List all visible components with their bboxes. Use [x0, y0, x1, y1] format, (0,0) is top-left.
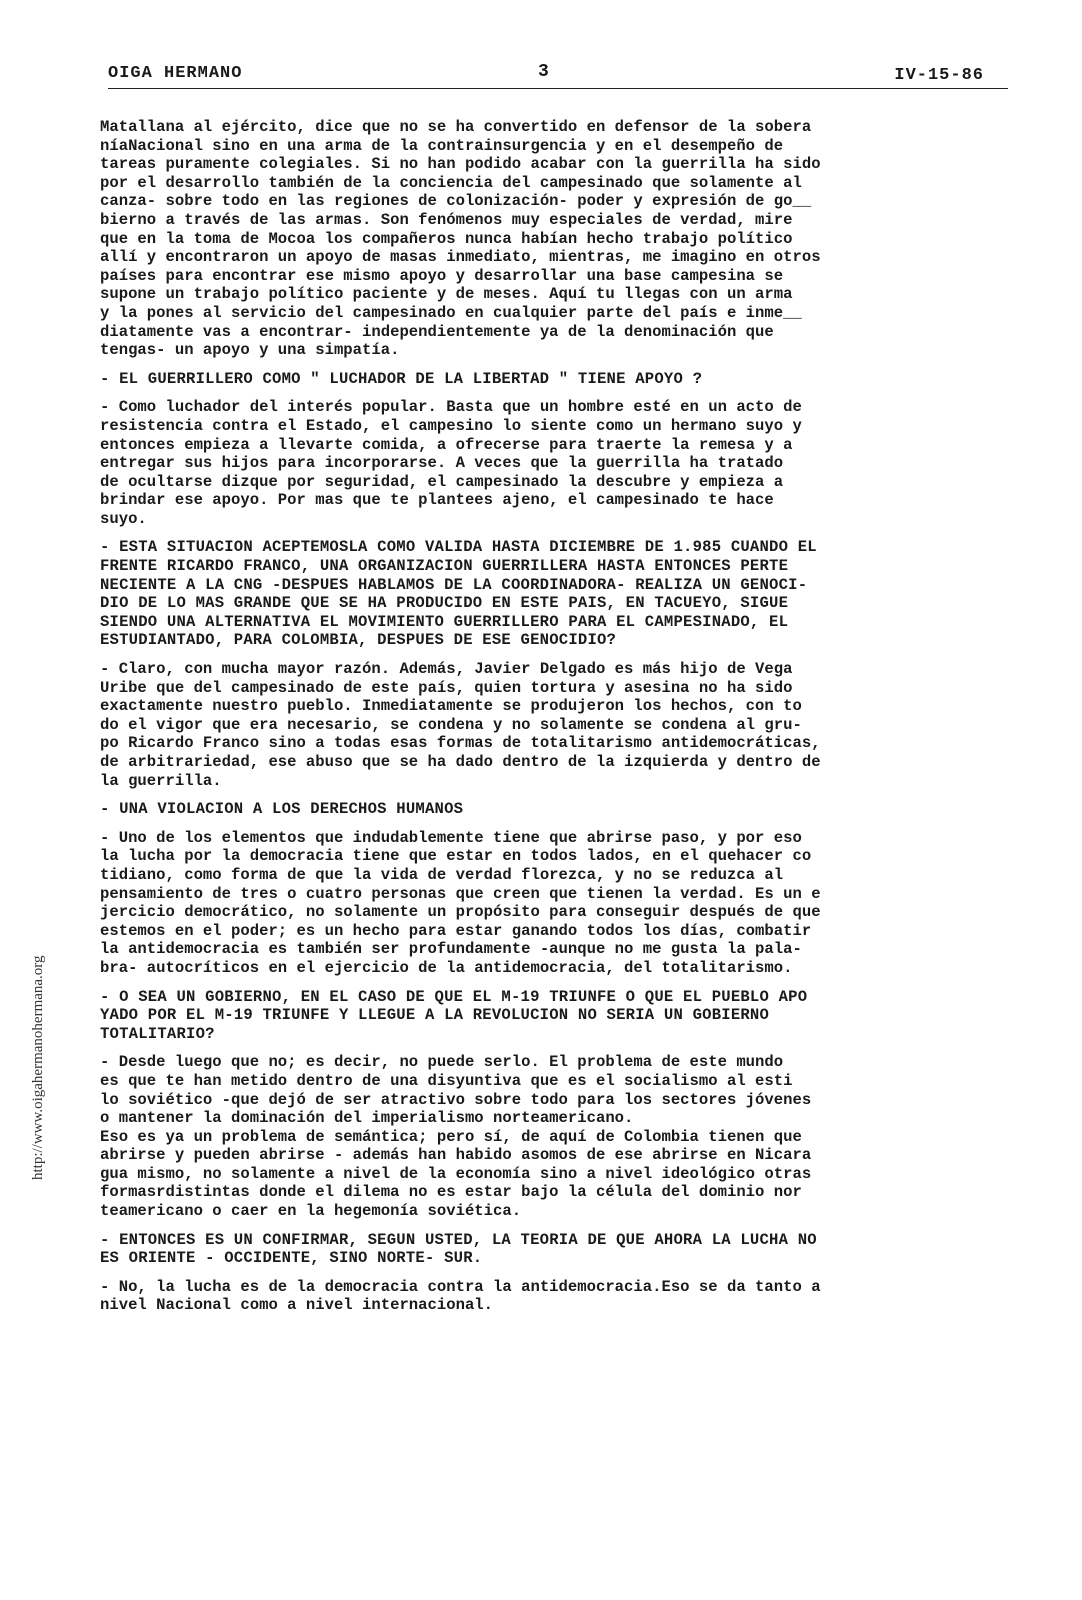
text-line: entregar sus hijos para incorporarse. A veces que la guerrilla ha tratado: [100, 454, 784, 473]
text-line: gua mismo, no solamente a nivel de la economía sino a nivel ideológico otras: [100, 1164, 812, 1183]
text-line: países para encontrar ese mismo apoyo y desarrollar una base campesina se: [100, 266, 784, 285]
text-line: bierno a través de las armas. Son fenómenos muy especiales de verdad, mire: [100, 210, 793, 229]
text-line: tidiano, como forma de que la vida de verdad florezca, y no se reduzca al: [100, 865, 784, 884]
text-line: estemos en el poder; es un hecho para estar ganando todos los días, combatir: [100, 921, 812, 940]
text-line: pensamiento de tres o cuatro personas que creen que tienen la verdad. Es un e: [100, 884, 821, 903]
interview-question: [100, 1231, 962, 1268]
text-line: bra- autocríticos en el ejercicio de la antidemocracia, del totalitarismo.: [100, 958, 793, 977]
text-line: exactamente nuestro pueblo. Inmediatamente se produjeron los hechos, con to: [100, 697, 802, 716]
text-line: allí y encontraron un apoyo de masas inmediato, mientras, me imagino en otros: [100, 248, 821, 267]
text-line: do el vigor que era necesario, se condena y no solamente se condena al gru-: [100, 715, 802, 734]
interview-answer: [100, 1278, 962, 1315]
text-line: tareas puramente colegiales. Si no han podido acabar con la guerrilla ha sido: [100, 155, 821, 174]
interview-answer: [100, 829, 962, 978]
text-line: resistencia contra el Estado, el campesino lo siente como un hermano suyo y: [100, 416, 802, 435]
interview-answer: [100, 118, 962, 360]
text-line: FRENTE RICARDO FRANCO, UNA ORGANIZACION GUERRILLERA HASTA ENTONCES PERTE: [100, 557, 789, 576]
text-line: canza- sobre todo en las regiones de colonización- poder y expresión de go__: [100, 192, 812, 211]
text-line: ES ORIENTE - OCCIDENTE, SINO NORTE- SUR.: [100, 1249, 483, 1268]
text-line: la guerrilla.: [100, 771, 222, 790]
text-line: de ocultarse dizque por seguridad, el campesinado la descubre y empieza a: [100, 472, 784, 491]
text-line: supone un trabajo político paciente y de meses. Aquí tu llegas con un arma: [100, 285, 793, 304]
text-line: por el desarrollo también de la conciencia del campesinado que solamente al: [100, 173, 802, 192]
text-line: - O SEA UN GOBIERNO, EN EL CASO DE QUE EL M-19 TRIUNFE O QUE EL PUEBLO APO: [100, 987, 808, 1006]
text-line: SIENDO UNA ALTERNATIVA EL MOVIMIENTO GUERRILLERO PARA EL CAMPESINADO, EL: [100, 612, 789, 631]
text-line: DIO DE LO MAS GRANDE QUE SE HA PRODUCIDO EN ESTE PAIS, EN TACUEYO, SIGUE: [100, 594, 789, 613]
text-line: que en la toma de Mocoa los compañeros nunca habían hecho trabajo político: [100, 229, 793, 248]
text-line: la lucha por la democracia tiene que estar en todos lados, en el quehacer co: [100, 847, 812, 866]
text-line: Matallana al ejército, dice que no se ha convertido en defensor de la sobera: [100, 118, 812, 136]
text-line: - Como luchador del interés popular. Basta que un hombre esté en un acto de: [100, 398, 802, 417]
text-line: - Uno de los elementos que indudablemente tiene que abrirse paso, y por eso: [100, 828, 802, 847]
issue-date: IV-15-86: [894, 66, 984, 85]
text-line: diatamente vas a encontrar- independientemente ya de la denominación que: [100, 322, 774, 341]
text-line: tengas- un apoyo y una simpatía.: [100, 341, 400, 360]
text-line: es que te han metido dentro de una disyuntiva que es el socialismo al esti: [100, 1071, 793, 1090]
text-line: o mantener la dominación del imperialismo norteamericano.: [100, 1109, 634, 1128]
text-line: po Ricardo Franco sino a todas esas formas de totalitarismo antidemocráticas,: [100, 734, 821, 753]
text-line: y la pones al servicio del campesinado en cualquier parte del país e inme__: [100, 303, 802, 322]
text-line: Uribe que del campesinado de este país, quien tortura y asesina no ha sido: [100, 678, 793, 697]
text-line: lo soviético -que dejó de ser atractivo sobre todo para los sectores jóvenes: [100, 1090, 812, 1109]
text-line: formasrdistintas donde el dilema no es estar bajo la célula del dominio nor: [100, 1183, 802, 1202]
interview-answer: [100, 1053, 962, 1220]
text-line: níaNacional sino en una arma de la contrainsurgencia y en el desempeño de: [100, 136, 784, 155]
text-line: YADO POR EL M-19 TRIUNFE Y LLEGUE A LA REVOLUCION NO SERIA UN GOBIERNO: [100, 1006, 770, 1025]
text-line: Eso es ya un problema de semántica; pero sí, de aquí de Colombia tienen que: [100, 1127, 802, 1146]
interview-answer: [100, 660, 962, 790]
side-url-watermark: http://www.oigahermanohermana.org: [30, 955, 46, 1180]
text-line: TOTALITARIO?: [100, 1024, 215, 1043]
text-line: - ESTA SITUACION ACEPTEMOSLA COMO VALIDA HASTA DICIEMBRE DE 1.985 CUANDO EL: [100, 538, 817, 557]
text-line: teamericano o caer en la hegemonía soviética.: [100, 1202, 522, 1221]
text-line: suyo.: [100, 509, 147, 528]
text-line: - Claro, con mucha mayor razón. Además, Javier Delgado es más hijo de Vega: [100, 660, 793, 679]
page-number: 3: [538, 62, 550, 82]
interview-answer: [100, 398, 962, 528]
interview-question: [100, 370, 962, 389]
publication-title: OIGA HERMANO: [108, 64, 243, 83]
text-line: - No, la lucha es de la democracia contra la antidemocracia.Eso se da tanto a: [100, 1277, 821, 1296]
text-line: - Desde luego que no; es decir, no puede serlo. El problema de este mundo: [100, 1053, 784, 1072]
text-line: - UNA VIOLACION A LOS DERECHOS HUMANOS: [100, 800, 464, 819]
interview-question: [100, 800, 962, 819]
text-line: la antidemocracia es también ser profundamente -aunque no me gusta la pala-: [100, 940, 802, 959]
text-line: jercicio democrático, no solamente un propósito para conseguir después de que: [100, 903, 821, 922]
page-header: [108, 62, 1008, 89]
article-body: [100, 118, 962, 1325]
text-line: nivel Nacional como a nivel internacional.: [100, 1296, 494, 1315]
text-line: NECIENTE A LA CNG -DESPUES HABLAMOS DE LA COORDINADORA- REALIZA UN GENOCI-: [100, 575, 808, 594]
text-line: ESTUDIANTADO, PARA COLOMBIA, DESPUES DE ESE GENOCIDIO?: [100, 631, 617, 650]
text-line: brindar ese apoyo. Por mas que te plantees ajeno, el campesinado te hace: [100, 491, 774, 510]
text-line: de arbitrariedad, ese abuso que se ha dado dentro de la izquierda y dentro de: [100, 753, 821, 771]
text-line: - EL GUERRILLERO COMO " LUCHADOR DE LA LIBERTAD " TIENE APOYO ?: [100, 369, 703, 388]
text-line: entonces empieza a llevarte comida, a ofrecerse para traerte la remesa y a: [100, 435, 793, 454]
interview-question: [100, 988, 962, 1044]
text-line: - ENTONCES ES UN CONFIRMAR, SEGUN USTED, LA TEORIA DE QUE AHORA LA LUCHA NO: [100, 1230, 817, 1249]
interview-question: [100, 538, 962, 650]
text-line: abrirse y pueden abrirse - además han habido asomos de ese abrirse en Nicara: [100, 1146, 812, 1165]
